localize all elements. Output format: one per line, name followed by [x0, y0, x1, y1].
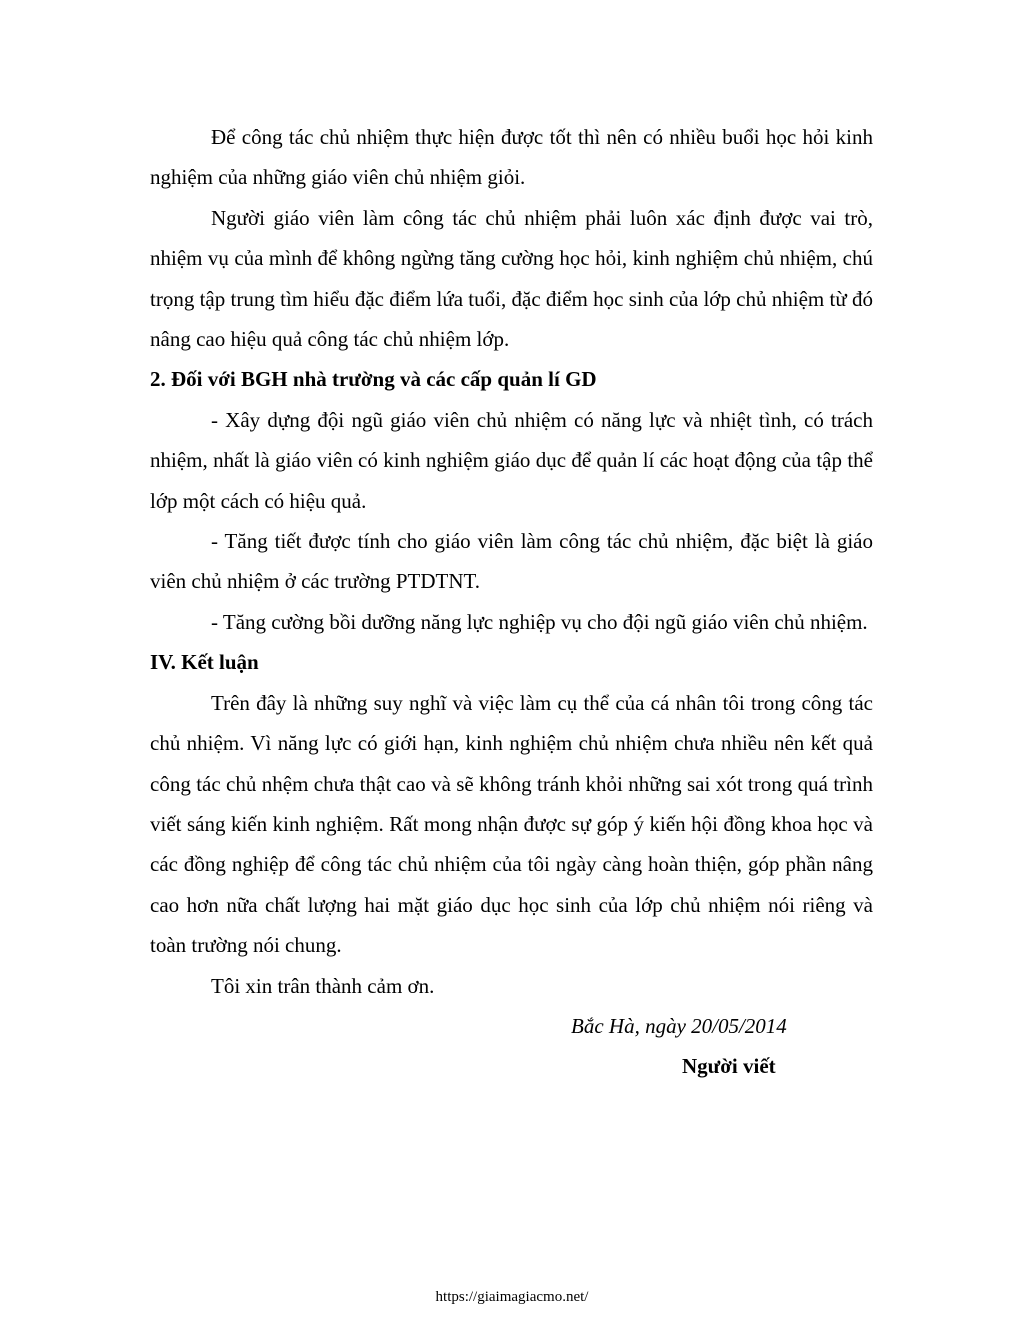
paragraph-3: - Xây dựng đội ngũ giáo viên chủ nhiệm có năng lực và nhiệt tình, có trách nhiệm, nhất là giáo viên có kinh nghiệm giáo dục để quản lí các hoạt động của tập thể lớp một cách có hiệu quả.	[150, 407, 873, 513]
footer-url[interactable]: https://giaimagiacmo.net/	[435, 1289, 589, 1305]
paragraph-1: Để công tác chủ nhiệm thực hiện được tốt thì nên có nhiều buổi học hỏi kinh nghiệm của những giáo viên chủ nhiệm giỏi.	[150, 125, 873, 190]
section-heading-2: 2. Đối với BGH nhà trường và các cấp quản lí GD	[150, 367, 597, 392]
paragraph-4: - Tăng tiết được tính cho giáo viên làm công tác chủ nhiệm, đặc biệt là giáo viên chủ nhiệm ở các trường PTDTNT.	[150, 529, 873, 594]
paragraph-5: - Tăng cường bồi dưỡng năng lực nghiệp vụ cho đội ngũ giáo viên chủ nhiệm.	[211, 609, 868, 634]
signature-place-date: Bắc Hà, ngày 20/05/2014	[571, 1013, 787, 1038]
signature-writer: Người viết	[682, 1054, 776, 1079]
paragraph-2: Người giáo viên làm công tác chủ nhiệm phải luôn xác định được vai trò, nhiệm vụ của mình để không ngừng tăng cường học hỏi, kinh nghiệm chủ nhiệm, chú trọng tập trung tìm hiểu đặc điểm lứa tuổi, đặc điểm học sinh của lớp chủ nhiệm từ đó nâng cao hiệu quả công tác chủ nhiệm lớp.	[150, 205, 873, 352]
document-page	[150, 117, 873, 1087]
paragraph-6: Trên đây là những suy nghĩ và việc làm cụ thể của cá nhân tôi trong công tác chủ nhiệm. Vì năng lực có giới hạn, kinh nghiệm chủ nhiệm chưa nhiều nên kết quả công tác chủ nhệm chưa thật cao và sẽ không tránh khỏi những sai xót trong quá trình viết sáng kiến kinh nghiệm. Rất mong nhận được sự góp ý kiến hội đồng khoa học và các đồng nghiệp để công tác chủ nhiệm của tôi ngày càng hoàn thiện, góp phần nâng cao hơn nữa chất lượng hai mặt giáo dục học sinh của lớp chủ nhiệm nói riêng và toàn trường nói chung.	[150, 690, 873, 958]
paragraph-7: Tôi xin trân thành cảm ơn.	[211, 973, 435, 998]
section-heading-conclusion: IV. Kết luận	[150, 650, 259, 675]
